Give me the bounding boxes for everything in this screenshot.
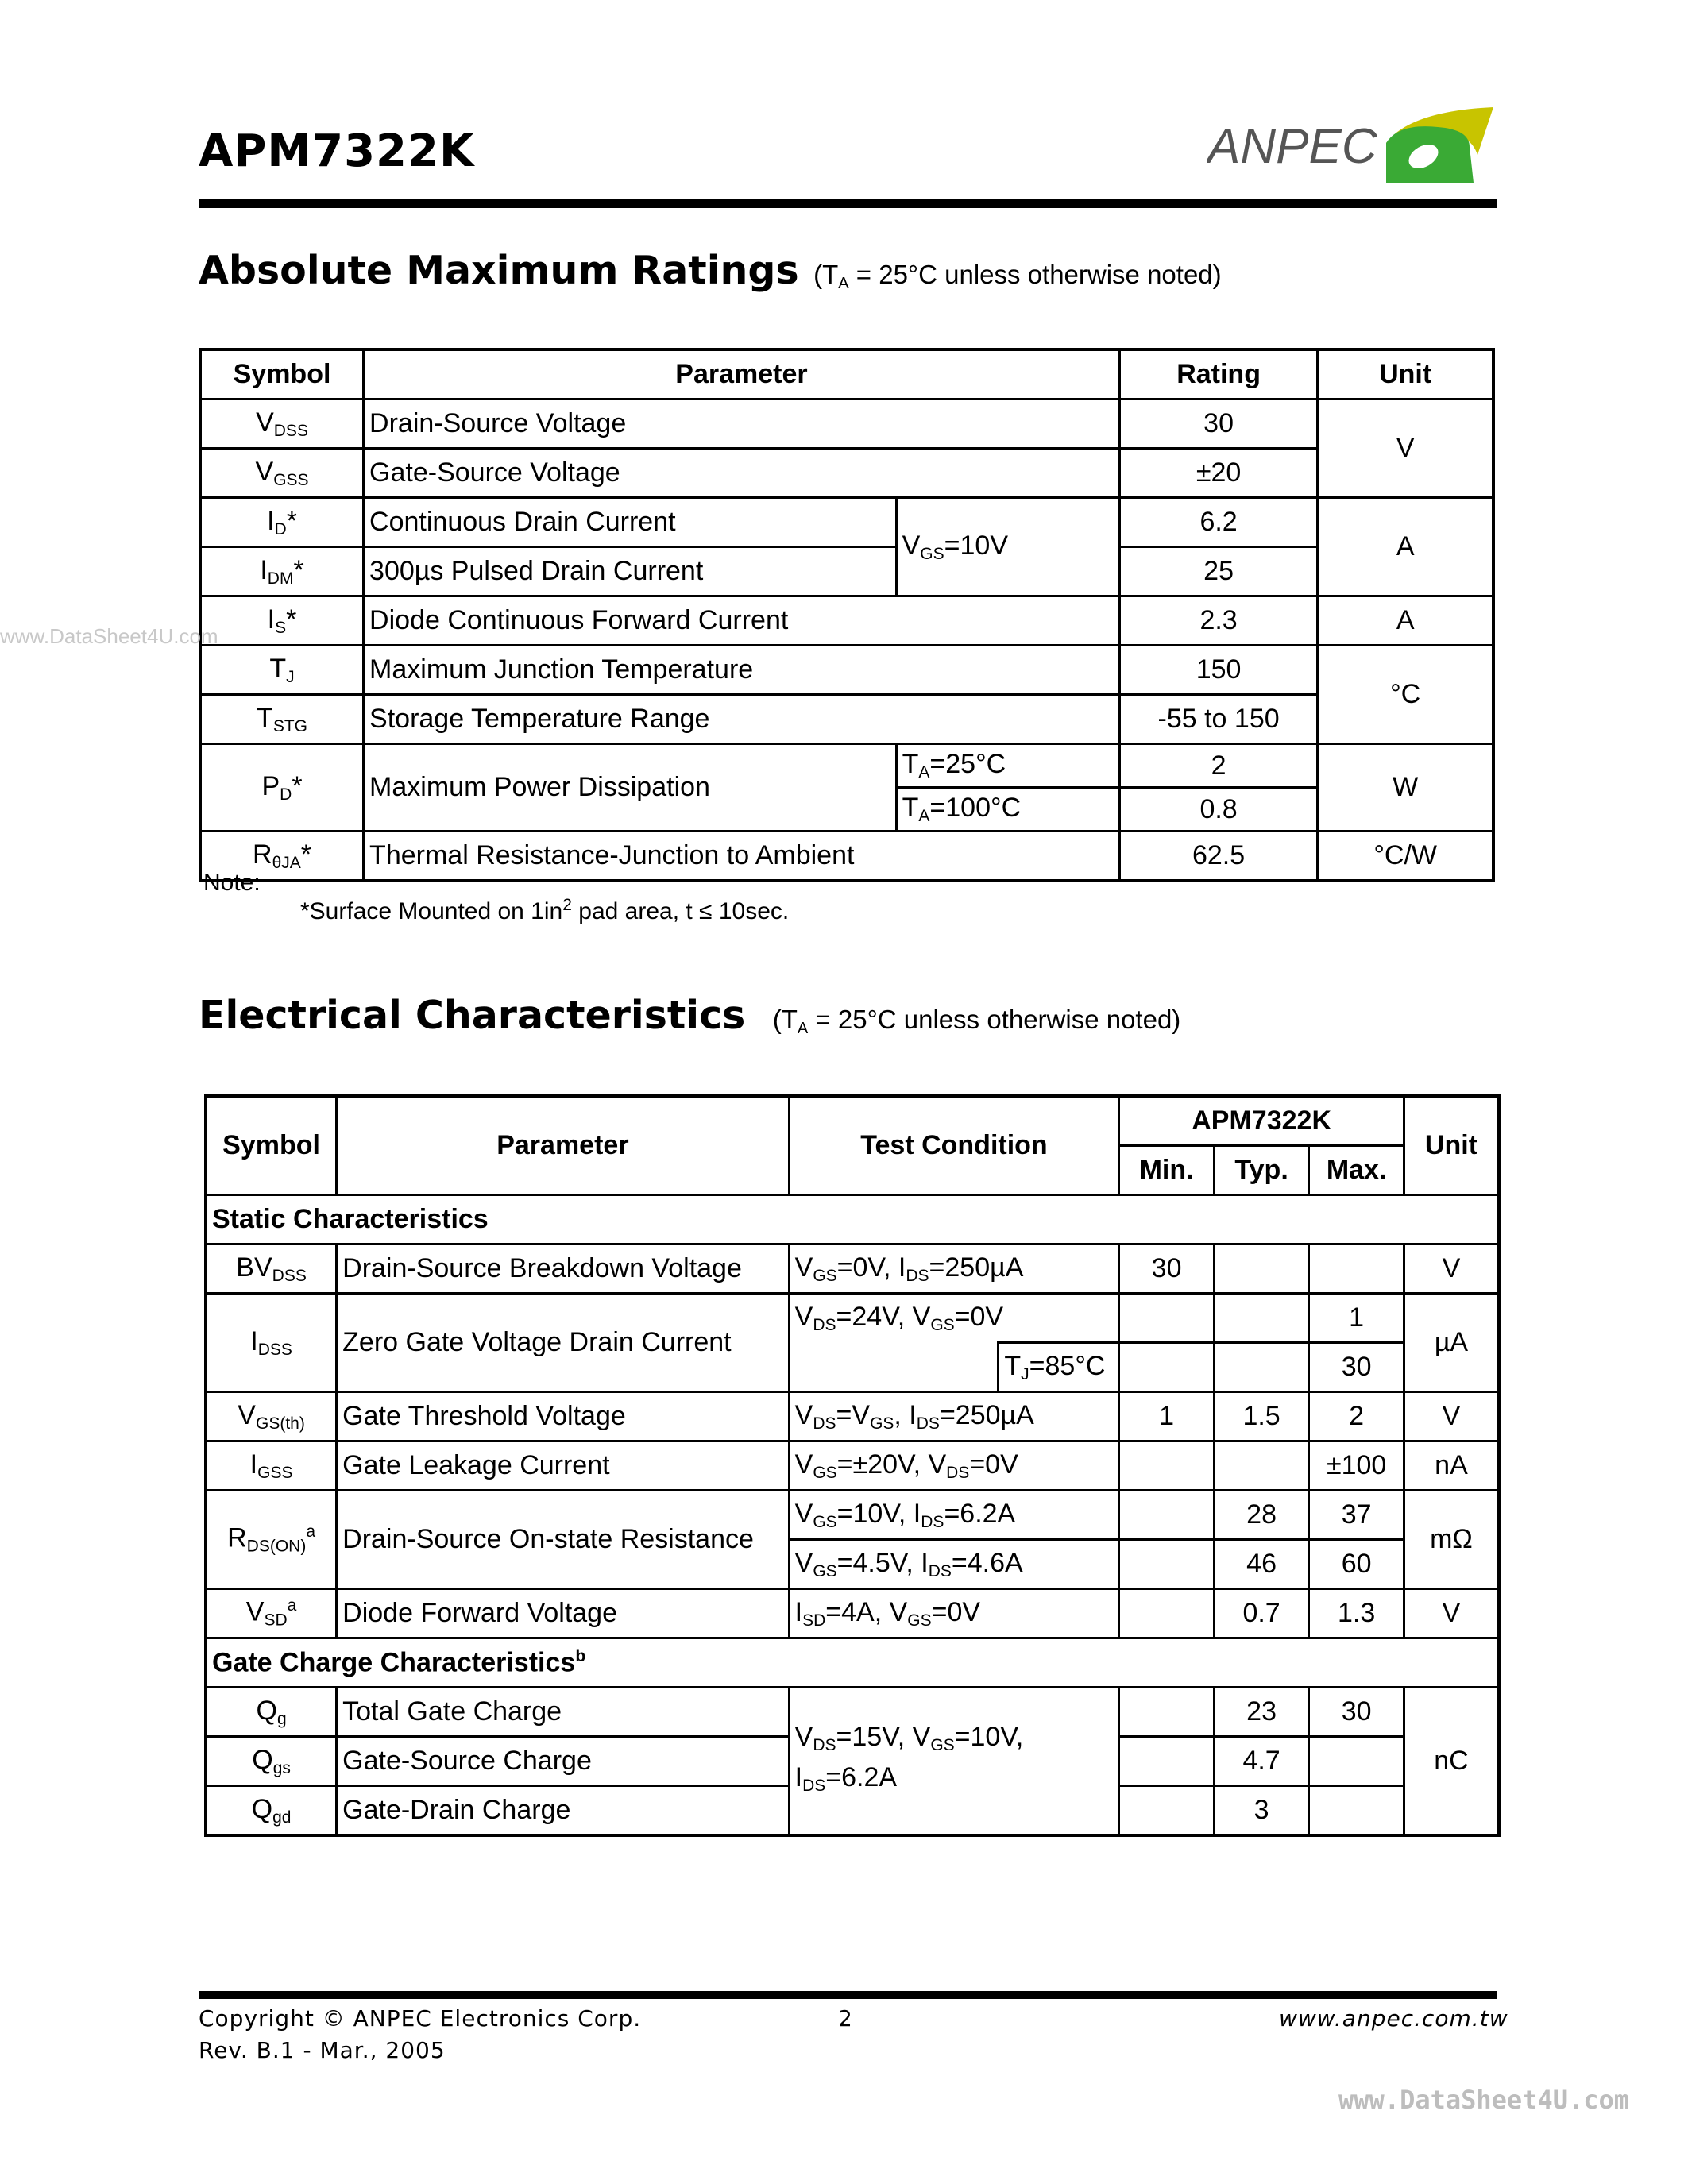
symbol-cell: $V_{DSS}$ — [200, 399, 364, 449]
table-row — [200, 498, 1493, 547]
table-row — [200, 596, 1493, 646]
unit-cell: nC — [1404, 1688, 1499, 1836]
min-cell: 1 — [1119, 1392, 1215, 1441]
min-cell — [1119, 1589, 1215, 1638]
parameter-cell: Maximum Junction Temperature — [364, 646, 1120, 695]
watermark-left: www.DataSheet4U.com — [0, 624, 218, 648]
max-cell: 1.3 — [1309, 1589, 1404, 1638]
typ-cell — [1214, 1441, 1309, 1491]
symbol-cell: $T_{STG}$ — [200, 695, 364, 744]
max-cell: 1 — [1309, 1294, 1404, 1343]
table-row — [200, 832, 1493, 882]
min-cell — [1119, 1294, 1215, 1343]
table-row — [206, 1491, 1499, 1540]
typ-cell: 46 — [1214, 1540, 1309, 1589]
min-cell — [1119, 1688, 1215, 1737]
unit-cell: A — [1318, 596, 1493, 646]
unit-cell: A — [1318, 498, 1493, 596]
typ-cell — [1214, 1343, 1309, 1392]
condition-cell: $V_{DS}=15V$, $V_{GS}=10V$, $I_{DS}=6.2A$ — [789, 1688, 1119, 1836]
parameter-cell: Zero Gate Voltage Drain Current — [337, 1294, 790, 1392]
symbol-cell: $I_{DSS}$ — [206, 1294, 337, 1392]
rating-cell: 6.2 — [1119, 498, 1317, 547]
elec-title: Electrical Characteristics — [199, 993, 746, 1038]
typ-cell: 3 — [1214, 1786, 1309, 1836]
typ-cell: 4.7 — [1214, 1737, 1309, 1786]
col-max: Max. — [1309, 1146, 1404, 1195]
table-row — [206, 1441, 1499, 1491]
footer-url[interactable]: www.anpec.com.tw — [1279, 2005, 1508, 2032]
abs-max-condition: ($T_A = 25^\circ C$ unless otherwise noted) — [813, 260, 1222, 292]
min-cell — [1119, 1441, 1215, 1491]
symbol-cell: $I_S*$ — [200, 596, 364, 646]
parameter-cell: Storage Temperature Range — [364, 695, 1120, 744]
symbol-cell: $V_{SD}^a$ — [206, 1589, 337, 1638]
symbol-cell: $Q_g$ — [206, 1688, 337, 1737]
typ-cell — [1214, 1294, 1309, 1343]
min-cell — [1119, 1540, 1215, 1589]
note-text: *Surface Mounted on $1in^2$ pad area, t ≤ 10sec. — [300, 896, 790, 924]
condition-cell: $T_J=85^\circ C$ — [999, 1343, 1119, 1392]
table-row — [206, 1589, 1499, 1638]
revision: Rev. B.1 - Mar., 2005 — [199, 2037, 446, 2063]
condition-cell: $V_{GS}=10V$, $I_{DS}=6.2A$ — [789, 1491, 1119, 1540]
min-cell — [1119, 1786, 1215, 1836]
parameter-cell: Gate Threshold Voltage — [337, 1392, 790, 1441]
typ-cell: 28 — [1214, 1491, 1309, 1540]
header-rule — [199, 199, 1497, 208]
parameter-cell: Drain-Source On-state Resistance — [337, 1491, 790, 1589]
symbol-cell: $I_D*$ — [200, 498, 364, 547]
symbol-cell: $Q_{gd}$ — [206, 1786, 337, 1836]
condition-cell: $V_{GS}=\pm 20V$, $V_{DS}=0V$ — [789, 1441, 1119, 1491]
rating-cell: 30 — [1119, 399, 1317, 449]
table-header-row — [200, 349, 1493, 399]
min-cell — [1119, 1737, 1215, 1786]
symbol-cell: $R_{\theta JA}*$ — [200, 832, 364, 882]
symbol-cell: $P_D*$ — [200, 744, 364, 832]
parameter-cell: Drain-Source Breakdown Voltage — [337, 1244, 790, 1294]
rating-cell: 2 — [1119, 744, 1317, 788]
note-label: Note: — [203, 870, 261, 896]
table-row — [200, 695, 1493, 744]
symbol-cell: $I_{DM}*$ — [200, 547, 364, 596]
parameter-cell: Gate Leakage Current — [337, 1441, 790, 1491]
abs-max-title: Absolute Maximum Ratings — [199, 248, 799, 293]
col-group: APM7322K — [1119, 1096, 1404, 1146]
symbol-cell: $V_{GS(th)}$ — [206, 1392, 337, 1441]
watermark-right: www.DataSheet4U.com — [1338, 2085, 1630, 2115]
table-row — [200, 449, 1493, 498]
typ-cell: 1.5 — [1214, 1392, 1309, 1441]
parameter-cell: 300µs Pulsed Drain Current — [364, 547, 897, 596]
col-unit: Unit — [1404, 1096, 1499, 1195]
condition-cell: $V_{GS}=4.5V$, $I_{DS}=4.6A$ — [789, 1540, 1119, 1589]
typ-cell — [1214, 1244, 1309, 1294]
static-section-title: Static Characteristics — [206, 1195, 1499, 1244]
condition-cell: $T_A=25^\circ C$ — [896, 744, 1119, 788]
col-min: Min. — [1119, 1146, 1215, 1195]
max-cell: 2 — [1309, 1392, 1404, 1441]
table-row — [206, 1244, 1499, 1294]
condition-cell: $V_{DS}=24V$, $V_{GS}=0V$ — [789, 1294, 1119, 1343]
typ-cell: 0.7 — [1214, 1589, 1309, 1638]
max-cell: 60 — [1309, 1540, 1404, 1589]
unit-cell: °C/W — [1318, 832, 1493, 882]
table-row — [200, 547, 1493, 596]
parameter-cell: Diode Continuous Forward Current — [364, 596, 1120, 646]
rating-cell: 62.5 — [1119, 832, 1317, 882]
col-parameter: Parameter — [364, 349, 1120, 399]
max-cell: 30 — [1309, 1343, 1404, 1392]
rating-cell: -55 to 150 — [1119, 695, 1317, 744]
abs-max-table — [199, 348, 1495, 882]
gate-section-title: Gate Charge Characteristics$^b$ — [206, 1638, 1499, 1688]
logo-text: ANPEC — [1207, 119, 1377, 174]
col-typ: Typ. — [1214, 1146, 1309, 1195]
symbol-cell: $Q_{gs}$ — [206, 1737, 337, 1786]
table-row — [200, 399, 1493, 449]
max-cell: 37 — [1309, 1491, 1404, 1540]
unit-cell: µA — [1404, 1294, 1499, 1392]
col-parameter: Parameter — [337, 1096, 790, 1195]
rating-cell: 2.3 — [1119, 596, 1317, 646]
parameter-cell: Gate-Source Voltage — [364, 449, 1120, 498]
rating-cell: 0.8 — [1119, 788, 1317, 832]
parameter-cell: Gate-Source Charge — [337, 1737, 790, 1786]
footer-rule — [199, 1991, 1497, 1999]
parameter-cell: Gate-Drain Charge — [337, 1786, 790, 1836]
col-rating: Rating — [1119, 349, 1317, 399]
rating-cell: ±20 — [1119, 449, 1317, 498]
unit-cell: V — [1404, 1244, 1499, 1294]
table-row — [206, 1294, 1499, 1343]
min-cell — [1119, 1343, 1215, 1392]
condition-spacer — [789, 1343, 999, 1392]
section-row — [206, 1195, 1499, 1244]
unit-cell: °C — [1318, 646, 1493, 744]
parameter-cell: Continuous Drain Current — [364, 498, 897, 547]
symbol-cell: $R_{DS(ON)}^a$ — [206, 1491, 337, 1589]
table-row — [200, 744, 1493, 788]
condition-cell: $V_{GS}=10V$ — [896, 498, 1119, 596]
copyright: Copyright © ANPEC Electronics Corp. — [199, 2005, 642, 2032]
typ-cell: 23 — [1214, 1688, 1309, 1737]
unit-cell: W — [1318, 744, 1493, 832]
elec-condition: ($T_A = 25^\circ C$ unless otherwise noted) — [772, 1005, 1181, 1037]
max-cell: 30 — [1309, 1688, 1404, 1737]
symbol-cell: $V_{GSS}$ — [200, 449, 364, 498]
symbol-cell: $I_{GSS}$ — [206, 1441, 337, 1491]
unit-cell: nA — [1404, 1441, 1499, 1491]
elec-heading — [199, 993, 1180, 1038]
parameter-cell: Thermal Resistance-Junction to Ambient — [364, 832, 1120, 882]
rating-cell: 150 — [1119, 646, 1317, 695]
col-symbol: Symbol — [200, 349, 364, 399]
section-row — [206, 1638, 1499, 1688]
parameter-cell: Maximum Power Dissipation — [364, 744, 897, 832]
condition-cell: $V_{GS}=0V$, $I_{DS}=250\mu A$ — [789, 1244, 1119, 1294]
table-row — [200, 646, 1493, 695]
table-row — [206, 1688, 1499, 1737]
symbol-cell: $BV_{DSS}$ — [206, 1244, 337, 1294]
condition-cell: $V_{DS}=V_{GS}$, $I_{DS}=250\mu A$ — [789, 1392, 1119, 1441]
table-row — [206, 1392, 1499, 1441]
col-symbol: Symbol — [206, 1096, 337, 1195]
unit-cell: V — [1404, 1589, 1499, 1638]
abs-max-heading — [199, 248, 1222, 293]
unit-cell: V — [1404, 1392, 1499, 1441]
col-unit: Unit — [1318, 349, 1493, 399]
unit-cell: mΩ — [1404, 1491, 1499, 1589]
max-cell — [1309, 1737, 1404, 1786]
max-cell: ±100 — [1309, 1441, 1404, 1491]
parameter-cell: Diode Forward Voltage — [337, 1589, 790, 1638]
elec-table — [204, 1094, 1501, 1837]
condition-cell: $T_A=100^\circ C$ — [896, 788, 1119, 832]
anpec-logo — [1207, 99, 1501, 191]
col-test-condition: Test Condition — [789, 1096, 1119, 1195]
page-number: 2 — [838, 2005, 853, 2032]
parameter-cell: Total Gate Charge — [337, 1688, 790, 1737]
parameter-cell: Drain-Source Voltage — [364, 399, 1120, 449]
max-cell — [1309, 1786, 1404, 1836]
min-cell — [1119, 1491, 1215, 1540]
part-number: APM7322K — [199, 125, 475, 177]
anpec-logo-mark — [1207, 99, 1501, 191]
max-cell — [1309, 1244, 1404, 1294]
unit-cell: V — [1318, 399, 1493, 498]
table-header-row — [206, 1096, 1499, 1146]
symbol-cell: $T_J$ — [200, 646, 364, 695]
condition-cell: $I_{SD}=4A$, $V_{GS}=0V$ — [789, 1589, 1119, 1638]
rating-cell: 25 — [1119, 547, 1317, 596]
min-cell: 30 — [1119, 1244, 1215, 1294]
